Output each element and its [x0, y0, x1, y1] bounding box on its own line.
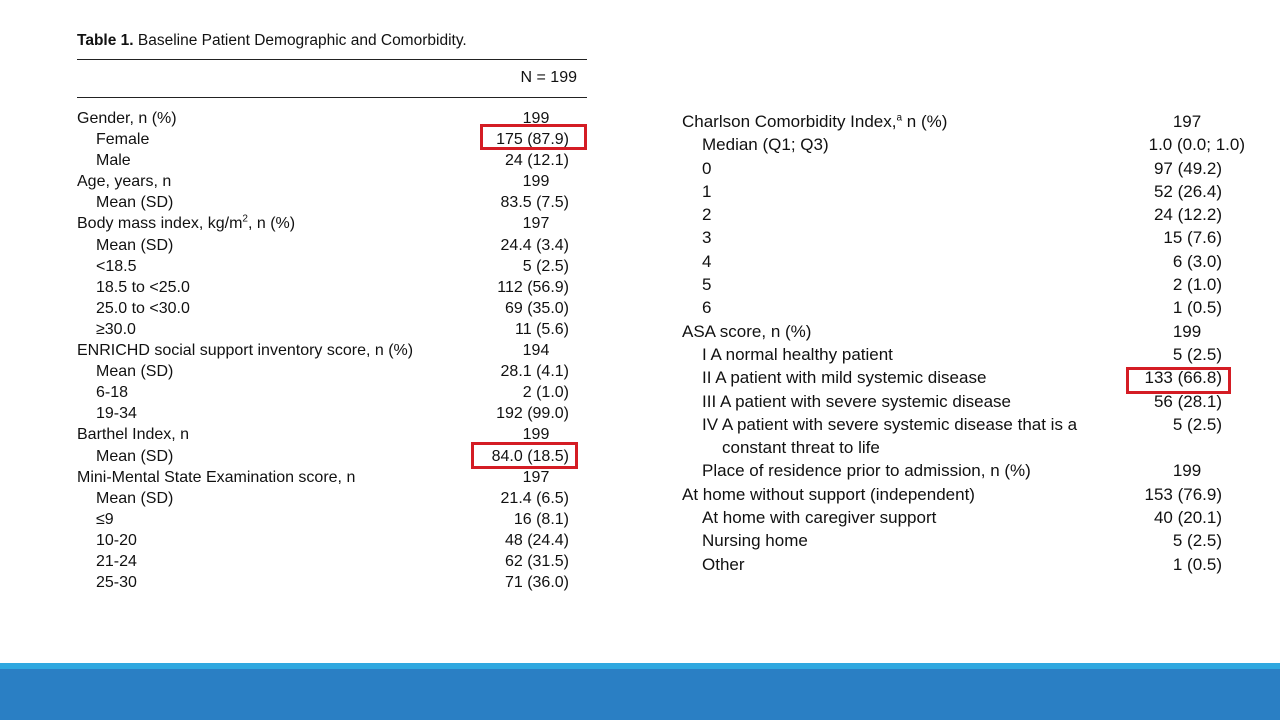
row-label-suffix: n (%): [902, 112, 948, 131]
row-label-text: Median (Q1; Q3): [702, 135, 829, 155]
table-row: [682, 553, 1252, 576]
row-label-text: Body mass index, kg/m: [77, 215, 243, 233]
row-label: [702, 366, 986, 389]
row-value: 194: [522, 342, 550, 360]
row-label-text: 10-20: [96, 531, 137, 549]
row-label-suffix: , n (%): [247, 215, 296, 233]
table-row: [682, 436, 1252, 459]
row-label-text: 6: [702, 298, 712, 318]
row-label: [77, 171, 171, 192]
row-label-text: II A patient with mild systemic disease: [702, 368, 987, 388]
row-label-text: I A normal healthy patient: [702, 344, 893, 364]
row-value: 24 (12.1): [504, 152, 569, 170]
row-label: [77, 340, 413, 361]
footer-bar: [0, 669, 1280, 720]
row-label: [96, 277, 190, 298]
row-label: [702, 553, 745, 576]
table-row: [682, 250, 1252, 273]
row-value: 199: [522, 110, 550, 127]
baseline-table-right: [682, 110, 1252, 576]
row-label-text: Mini-Mental State Examination score, n: [77, 468, 356, 486]
row-value: 112 (56.9): [497, 278, 569, 296]
row-label-text: Male: [96, 152, 131, 170]
row-label-text: 2: [702, 205, 712, 225]
row-label: [702, 180, 711, 203]
row-value: 5 (2.5): [522, 257, 569, 275]
row-label-text: <18.5: [96, 257, 137, 275]
table-row: [77, 382, 587, 403]
row-label: [702, 273, 711, 296]
row-label-text: Charlson Comorbidity Index,: [682, 112, 897, 131]
row-value: 24 (12.2): [1153, 205, 1222, 225]
row-value: 24.4 (3.4): [500, 236, 569, 254]
row-value: 2 (1.0): [522, 384, 569, 402]
row-value: 97 (49.2): [1153, 158, 1222, 178]
row-label: [702, 250, 711, 273]
row-label: [702, 157, 711, 180]
row-label-text: III A patient with severe systemic disease: [702, 391, 1011, 411]
row-value: 175 (87.9): [496, 131, 569, 149]
table-row: [682, 203, 1252, 226]
row-value: 5 (2.5): [1172, 344, 1222, 364]
row-label: [682, 110, 947, 133]
row-label-text: Barthel Index, n: [77, 426, 190, 444]
table-row: [77, 467, 587, 488]
row-label: [702, 413, 1077, 436]
row-label-text: Gender, n (%): [77, 110, 177, 127]
row-label-text: Other: [702, 554, 745, 574]
row-label: [96, 572, 137, 593]
table-title: [77, 30, 587, 54]
row-label-text: 25.0 to <30.0: [96, 299, 190, 317]
row-label: [96, 361, 173, 382]
row-label-text: 6-18: [96, 384, 129, 402]
row-value: 71 (36.0): [504, 574, 569, 592]
table-row: [77, 277, 587, 298]
row-label-text: Age, years, n: [77, 173, 172, 191]
row-label-text: At home with caregiver support: [702, 508, 937, 528]
highlight-box-female: [480, 124, 587, 150]
row-label-text: Female: [96, 131, 150, 149]
row-label: [96, 150, 131, 171]
row-label-text: ≤9: [96, 510, 114, 528]
row-value: 40 (20.1): [1153, 508, 1222, 528]
baseline-table-left: [77, 30, 587, 592]
row-value: 2 (1.0): [1172, 275, 1222, 295]
row-label-text: Mean (SD): [96, 447, 174, 465]
row-value: 83.5 (7.5): [500, 194, 569, 212]
table-caption: Baseline Patient Demographic and Comorbidity.: [137, 32, 467, 49]
column-header-n: N = 199: [520, 69, 577, 86]
row-label: [77, 108, 177, 129]
table-row: [682, 413, 1252, 436]
table-row: [682, 506, 1252, 529]
table-row: [682, 343, 1252, 366]
row-label: [702, 133, 829, 156]
row-label: [722, 436, 880, 459]
row-value: 56 (28.1): [1153, 391, 1222, 411]
table-row: [77, 150, 587, 171]
row-label: [96, 403, 137, 424]
row-label-text: 5: [702, 275, 712, 295]
row-value: 48 (24.4): [504, 531, 569, 549]
table-number: Table 1.: [77, 32, 134, 49]
row-label: [702, 506, 936, 529]
row-value: 1.0 (0.0; 1.0): [1148, 135, 1245, 155]
row-label: [682, 320, 811, 343]
table-row: [682, 459, 1252, 482]
row-value: 197: [522, 468, 550, 486]
row-label-text: Nursing home: [702, 531, 808, 551]
row-label: [96, 192, 173, 213]
table-row: [682, 320, 1252, 343]
table-row: [77, 192, 587, 213]
row-label: [96, 551, 137, 572]
row-label: [77, 467, 355, 488]
table-row: [682, 180, 1252, 203]
table-row: [77, 298, 587, 319]
row-value: 133 (66.8): [1144, 368, 1222, 388]
table-row: [77, 171, 587, 192]
table-row: [77, 530, 587, 551]
row-value: 197: [522, 215, 550, 233]
table-row: [77, 488, 587, 509]
row-value: 84.0 (18.5): [491, 447, 569, 465]
row-label-text: Place of residence prior to admission, n (%): [702, 461, 1031, 481]
row-value: 192 (99.0): [496, 405, 569, 423]
table-top-rule: [77, 59, 587, 60]
table-row: [77, 403, 587, 424]
row-label-text: Mean (SD): [96, 363, 174, 381]
row-label: [702, 529, 808, 552]
table-row: [77, 256, 587, 277]
row-value: 1 (0.5): [1172, 298, 1222, 318]
table-row: [77, 319, 587, 340]
row-value: 153 (76.9): [1144, 484, 1222, 504]
highlight-box-asa-ii: [1126, 367, 1231, 394]
table-row: [682, 157, 1252, 180]
row-label-text: 21-24: [96, 552, 137, 570]
row-label-text: Mean (SD): [96, 236, 174, 254]
row-label-text: 4: [702, 251, 712, 271]
table-row: [682, 133, 1252, 156]
row-label: [96, 509, 114, 530]
row-label-text: IV A patient with severe systemic disease that is a: [702, 414, 1078, 434]
row-label: [77, 213, 295, 234]
row-label-text: 18.5 to <25.0: [96, 278, 190, 296]
row-label: [96, 382, 128, 403]
row-value: 1 (0.5): [1172, 554, 1222, 574]
row-label: [702, 226, 711, 249]
superscript: a: [896, 112, 903, 124]
row-value: 52 (26.4): [1153, 181, 1222, 201]
row-label: [682, 483, 975, 506]
left-table-body: [77, 108, 587, 593]
table-row: [77, 361, 587, 382]
row-label: [702, 296, 711, 319]
table-row: [682, 226, 1252, 249]
table-row: [77, 235, 587, 256]
row-label: [702, 459, 1031, 482]
row-value: 199: [522, 173, 550, 191]
row-value: 199: [1172, 461, 1202, 481]
row-value: 199: [522, 426, 550, 444]
row-label-text: 0: [702, 158, 712, 178]
superscript: 2: [242, 214, 248, 226]
row-label: [702, 343, 893, 366]
row-value: 69 (35.0): [504, 299, 569, 317]
row-label: [77, 424, 189, 445]
table-row: [682, 529, 1252, 552]
row-value: 199: [1172, 321, 1202, 341]
row-value: 5 (2.5): [1172, 414, 1222, 434]
table-row: [682, 483, 1252, 506]
row-label-text: Mean (SD): [96, 489, 174, 507]
row-value: 15 (7.6): [1163, 228, 1222, 248]
highlight-box-barthel: [471, 442, 578, 469]
row-label: [96, 235, 173, 256]
row-label: [96, 319, 136, 340]
table-row: [77, 340, 587, 361]
row-label: [702, 203, 711, 226]
row-label-text: ≥30.0: [96, 320, 136, 338]
row-label: [96, 298, 190, 319]
table-row: [77, 509, 587, 530]
row-value: 28.1 (4.1): [500, 363, 569, 381]
row-value: 197: [1172, 112, 1202, 131]
row-label-text: ENRICHD social support inventory score, n (%): [77, 342, 414, 360]
row-label-text: constant threat to life: [722, 438, 880, 458]
row-label-text: ASA score, n (%): [682, 321, 812, 341]
row-label-text: Mean (SD): [96, 194, 174, 212]
row-label: [702, 390, 1011, 413]
row-label: [96, 530, 137, 551]
row-value: 21.4 (6.5): [500, 489, 569, 507]
row-label: [96, 129, 149, 150]
row-value: 16 (8.1): [513, 510, 569, 528]
table-row: [682, 296, 1252, 319]
table-header-rule: [77, 97, 587, 98]
row-label-text: 3: [702, 228, 712, 248]
row-value: 5 (2.5): [1172, 531, 1222, 551]
row-label: [96, 488, 173, 509]
row-value: 6 (3.0): [1172, 251, 1222, 271]
row-label: [96, 446, 173, 467]
table-row: [682, 110, 1252, 133]
row-value: 62 (31.5): [504, 552, 569, 570]
row-label-text: 1: [702, 181, 712, 201]
row-label: [96, 256, 136, 277]
table-row: [77, 551, 587, 572]
row-label-text: 19-34: [96, 405, 137, 423]
row-label-text: At home without support (independent): [682, 484, 975, 504]
table-row: [682, 273, 1252, 296]
table-row: [77, 572, 587, 593]
row-label-text: 25-30: [96, 574, 137, 592]
row-value: 11 (5.6): [515, 320, 569, 338]
table-row: [77, 213, 587, 234]
